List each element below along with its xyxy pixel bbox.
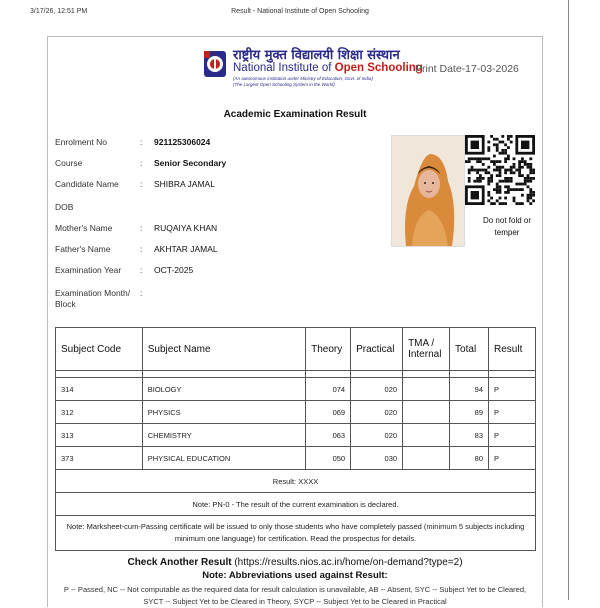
table-row	[56, 378, 536, 401]
tma-marks	[403, 447, 450, 470]
mother-label: Mother's Name	[55, 223, 113, 233]
subject-result: P	[489, 447, 536, 470]
colon: :	[140, 137, 143, 147]
colon: :	[140, 158, 143, 168]
institute-subtitle-2: (The Largest Open Schooling System in the World)	[233, 82, 335, 87]
colon: :	[140, 179, 143, 189]
check-another-result-label[interactable]: Check Another Result	[127, 557, 232, 568]
institute-header	[203, 45, 538, 87]
header-result: Result	[489, 328, 536, 371]
total-marks: 94	[450, 378, 489, 401]
institute-name-bold: Open Schooling	[334, 62, 423, 74]
marksheet-note: Note: Marksheet-cum-Passing certificate will be issued to only those students who have completely passed (minimum 5 subjects including minimum one language) for certification. Read the prospectus for details.	[56, 516, 536, 551]
print-date: Print Date-17-03-2026	[415, 63, 519, 75]
practical-marks: 020	[351, 401, 403, 424]
theory-marks: 063	[306, 424, 351, 447]
overall-result: Result: XXXX	[56, 470, 536, 493]
header-subject-code: Subject Code	[56, 328, 143, 371]
table-row	[56, 447, 536, 470]
tma-marks	[403, 378, 450, 401]
check-another-result[interactable]	[48, 557, 542, 568]
nios-logo-icon	[203, 49, 227, 79]
theory-marks: 074	[306, 378, 351, 401]
print-page-title: Result - National Institute of Open Schooling	[231, 8, 369, 15]
overall-result-row	[56, 470, 536, 493]
institute-name-prefix: National Institute of	[233, 62, 335, 74]
enrolment-label: Enrolment No	[55, 137, 107, 147]
declaration-note: Note: PN-0 - The result of the current examination is declared.	[56, 493, 536, 516]
colon: :	[140, 244, 143, 254]
header-practical: Practical	[351, 328, 403, 371]
subject-result: P	[489, 378, 536, 401]
header-tma-internal: TMA / Internal	[403, 328, 450, 371]
abbreviations-title: Note: Abbreviations used against Result:	[202, 570, 388, 581]
marks-header-row	[56, 328, 536, 371]
institute-name-hindi: राष्ट्रीय मुक्त विद्यालयी शिक्षा संस्थान	[233, 48, 400, 63]
abbreviations-text: P -- Passed, NC -- Not computable as the required data for result calculation is unavailable, AB -- Absent, SYC -- Subject Yet to be Cleared, SYCT -- Subject Yet to be Cleared in Theory, SYCP -- Subject Yet to be Cleared in Practical	[63, 585, 527, 606]
total-marks: 89	[450, 401, 489, 424]
dob-label: DOB	[55, 202, 74, 212]
do-not-fold-note: Do not fold or temper	[482, 216, 532, 237]
tma-marks	[403, 401, 450, 424]
theory-marks: 069	[306, 401, 351, 424]
subject-code: 313	[56, 424, 143, 447]
course-label: Course	[55, 158, 83, 168]
practical-marks: 030	[351, 447, 403, 470]
course-value: Senior Secondary	[154, 158, 227, 168]
table-row	[56, 424, 536, 447]
exam-year-value: OCT-2025	[154, 265, 194, 275]
marksheet-note-row	[56, 516, 536, 551]
print-timestamp: 3/17/26, 12:51 PM	[30, 8, 88, 15]
declaration-note-row	[56, 493, 536, 516]
subject-name: PHYSICS	[142, 401, 305, 424]
subject-code: 312	[56, 401, 143, 424]
practical-marks: 020	[351, 378, 403, 401]
table-spacer-row	[56, 371, 536, 378]
subject-name: CHEMISTRY	[142, 424, 305, 447]
exam-year-label: Examination Year	[55, 265, 122, 275]
header-subject-name: Subject Name	[142, 328, 305, 371]
mother-value: RUQAIYA KHAN	[154, 223, 218, 233]
father-value: AKHTAR JAMAL	[154, 244, 218, 254]
header-theory: Theory	[306, 328, 351, 371]
tma-marks	[403, 424, 450, 447]
subject-result: P	[489, 424, 536, 447]
colon: :	[140, 265, 143, 275]
subject-result: P	[489, 401, 536, 424]
subject-code: 373	[56, 447, 143, 470]
result-sheet	[47, 36, 543, 607]
practical-marks: 020	[351, 424, 403, 447]
check-another-result-url[interactable]: (https://results.nios.ac.in/home/on-demand?type=2)	[231, 557, 463, 568]
candidate-label: Candidate Name	[55, 179, 119, 189]
theory-marks: 050	[306, 447, 351, 470]
candidate-photo	[391, 135, 465, 247]
subject-name: BIOLOGY	[142, 378, 305, 401]
header-total: Total	[450, 328, 489, 371]
total-marks: 83	[450, 424, 489, 447]
marks-table	[55, 327, 536, 551]
exam-block-label: Examination Month/ Block	[55, 288, 131, 309]
institute-subtitle-1: (An autonomous institution under Ministry of Education, Govt. of India)	[233, 76, 373, 81]
result-title: Academic Examination Result	[223, 109, 367, 120]
colon: :	[140, 288, 143, 298]
page-edge-line	[568, 0, 569, 600]
institute-name-english	[233, 62, 423, 74]
father-label: Father's Name	[55, 244, 111, 254]
qr-code-icon	[465, 135, 535, 205]
table-row	[56, 401, 536, 424]
candidate-value: SHIBRA JAMAL	[154, 179, 215, 189]
colon: :	[140, 223, 143, 233]
subject-code: 314	[56, 378, 143, 401]
subject-name: PHYSICAL EDUCATION	[142, 447, 305, 470]
total-marks: 80	[450, 447, 489, 470]
enrolment-value: 921125306024	[154, 137, 211, 147]
